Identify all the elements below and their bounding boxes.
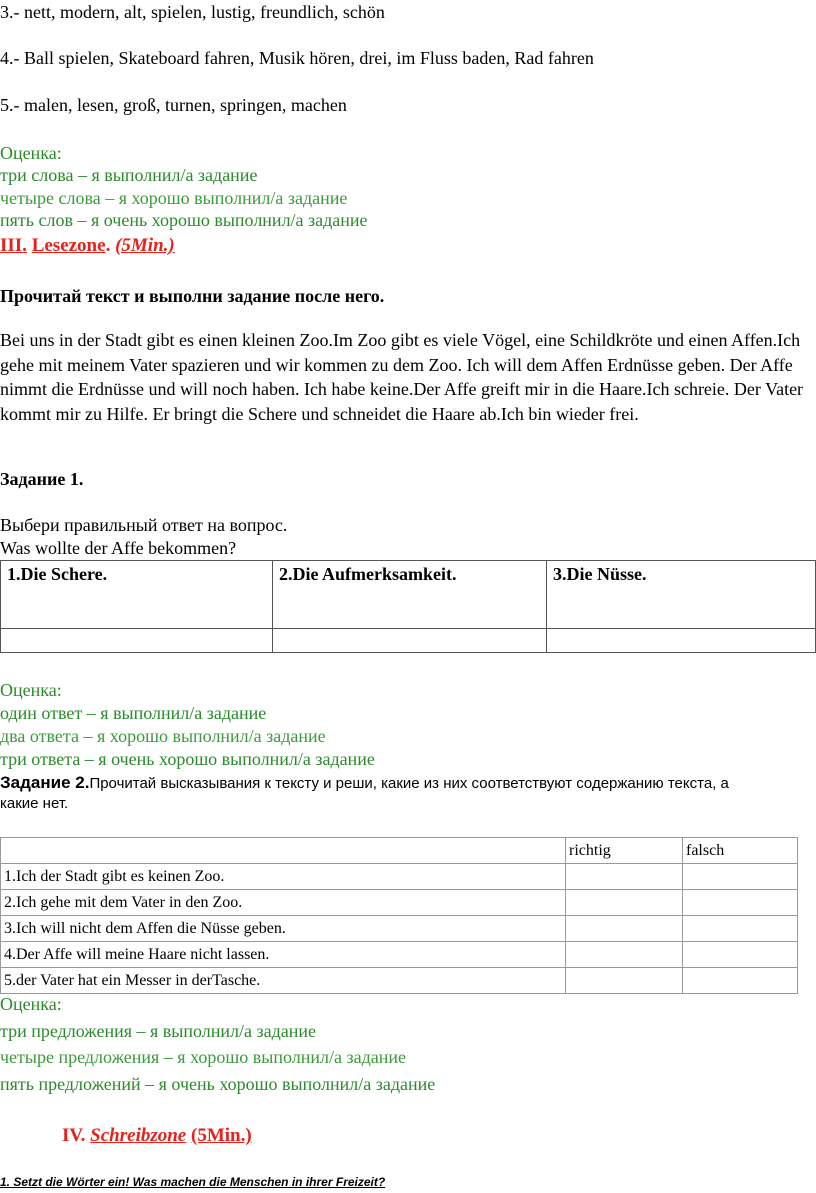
table-row (1, 864, 798, 890)
task2-heading (0, 771, 729, 795)
evaluation-level-1: три слова – я выполнил/а задание (0, 165, 258, 185)
task1-title: Задание 1. (0, 469, 84, 489)
options-row (1, 561, 816, 629)
evaluation-title: Оценка: (0, 994, 62, 1014)
falsch-cell[interactable] (683, 916, 798, 942)
statement: 2.Ich gehe mit dem Vater in den Zoo. (1, 890, 566, 916)
statement: 3.Ich will nicht dem Affen die Nüsse geben. (1, 916, 566, 942)
evaluation-level-1: один ответ – я выполнил/а задание (0, 703, 267, 723)
table-row (1, 890, 798, 916)
task1-question: Was wollte der Affe bekommen? (0, 538, 237, 558)
task2-instruction: Прочитай высказывания к тексту и реши, какие из них соответствуют содержанию текста, а (89, 775, 729, 792)
evaluation-title: Оценка: (0, 143, 62, 163)
evaluation-level-3: пять предложений – я очень хорошо выполнил/а задание (0, 1074, 436, 1094)
table-header-row (1, 838, 798, 864)
answer-cell-2[interactable] (273, 629, 547, 653)
statement: 4.Der Affe will meine Haare nicht lassen. (1, 942, 566, 968)
evaluation-level-2: четыре слова – я хорошо выполнил/а задание (0, 188, 348, 208)
table-row (1, 916, 798, 942)
col-falsch: falsch (683, 838, 798, 864)
writing-task-instruction: 1. Setzt die Wörter ein! Was machen die Menschen in ihrer Freizeit? (0, 1175, 386, 1189)
section-title: Schreibzone (90, 1125, 187, 1146)
evaluation-level-3: три ответа – я очень хорошо выполнил/а задание (0, 749, 375, 769)
section-dot: . (105, 235, 111, 256)
statement: 1.Ich der Stadt gibt es keinen Zoo. (1, 864, 566, 890)
falsch-cell[interactable] (683, 968, 798, 994)
richtig-cell[interactable] (566, 942, 683, 968)
task1-instruction: Выбери правильный ответ на вопрос. (0, 515, 288, 535)
section-heading-lesezone (0, 235, 175, 257)
col-richtig: richtig (566, 838, 683, 864)
answer-row (1, 629, 816, 653)
answer-cell-1[interactable] (1, 629, 273, 653)
reading-instruction: Прочитай текст и выполни задание после него. (0, 286, 385, 306)
section-time: (5Min.) (191, 1125, 252, 1146)
statement: 5.der Vater hat ein Messer in derTasche. (1, 968, 566, 994)
option-2[interactable]: 2.Die Aufmerksamkeit. (273, 561, 547, 629)
task2-title: Задание 2. (0, 773, 90, 792)
richtig-cell[interactable] (566, 916, 683, 942)
richtig-cell[interactable] (566, 968, 683, 994)
table-row (1, 942, 798, 968)
section-number: III. (0, 235, 27, 256)
evaluation-level-2: два ответа – я хорошо выполнил/а задание (0, 726, 326, 746)
section-heading-schreibzone (62, 1125, 252, 1147)
exercise-line-5: 5.- malen, lesen, groß, turnen, springen, machen (0, 95, 347, 115)
evaluation-level-2: четыре предложения – я хорошо выполнил/а задание (0, 1047, 406, 1067)
evaluation-title: Оценка: (0, 680, 62, 700)
task1-options-table (0, 560, 816, 653)
table-row (1, 968, 798, 994)
richtig-cell[interactable] (566, 890, 683, 916)
exercise-line-3: 3.- nett, modern, alt, spielen, lustig, freundlich, schön (0, 2, 385, 22)
evaluation-level-1: три предложения – я выполнил/а задание (0, 1021, 317, 1041)
answer-cell-3[interactable] (547, 629, 816, 653)
section-number: IV. (62, 1125, 86, 1146)
falsch-cell[interactable] (683, 942, 798, 968)
task2-instruction-cont: какие нет. (0, 795, 69, 812)
falsch-cell[interactable] (683, 890, 798, 916)
evaluation-level-3: пять слов – я очень хорошо выполнил/а задание (0, 210, 368, 230)
richtig-cell[interactable] (566, 864, 683, 890)
reading-text: Bei uns in der Stadt gibt es einen kleinen Zoo.Im Zoo gibt es viele Vögel, eine Schildkröte und einen Affen.Ich gehe mit meinem Vater spazieren und wir kommen zu dem Zoo. Ich will dem Affen Erdnüsse geben. Der Affe nimmt die Erdnüsse und will noch haben. Ich habe keine.Der Affe greift mir in die Haare.Ich schreie. Der Vater kommt mir zu Hilfe. Er bringt die Schere und schneidet die Haare ab.Ich bin wieder frei. (0, 330, 804, 424)
exercise-line-4: 4.- Ball spielen, Skateboard fahren, Musik hören, drei, im Fluss baden, Rad fahren (0, 48, 594, 68)
true-false-table (0, 837, 798, 994)
section-title: Lesezone (31, 235, 106, 256)
option-1[interactable]: 1.Die Schere. (1, 561, 273, 629)
falsch-cell[interactable] (683, 864, 798, 890)
option-3[interactable]: 3.Die Nüsse. (547, 561, 816, 629)
section-time: (5Min.) (115, 235, 175, 256)
